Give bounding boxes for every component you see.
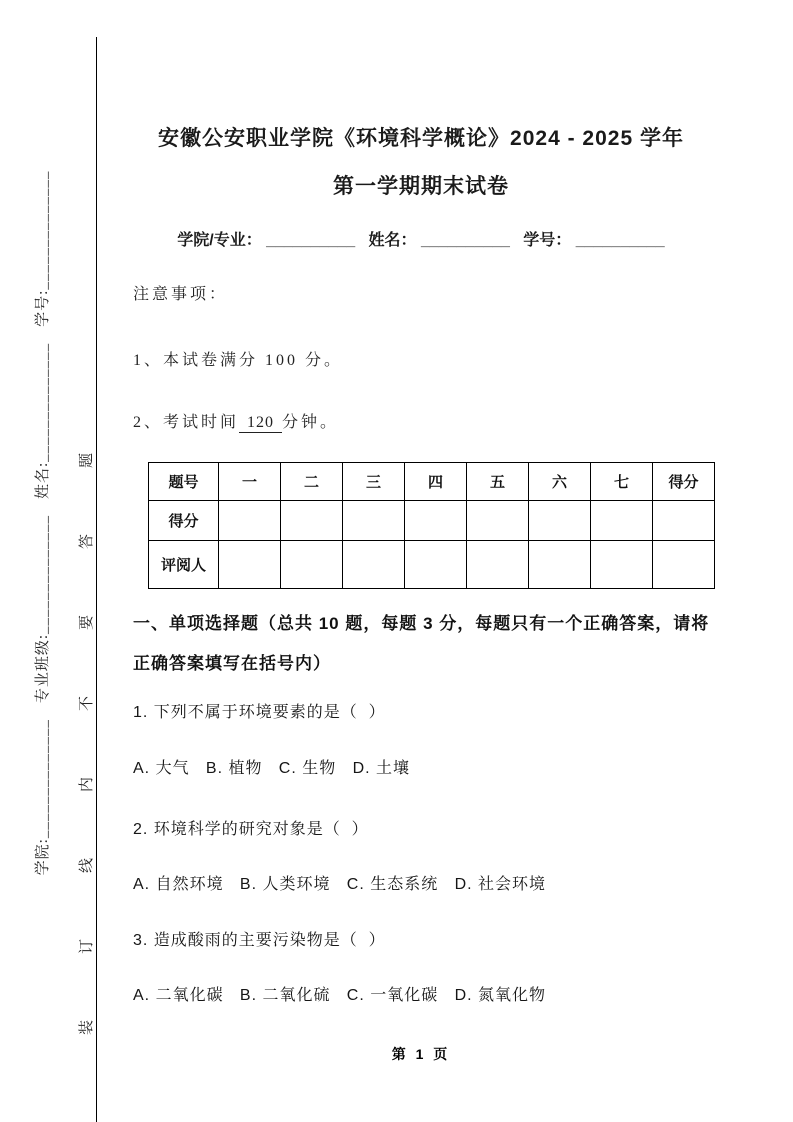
section-one-title: 一、单项选择题（总共 10 题，每题 3 分，每题只有一个正确答案，请将正确答案填写在括号内） (133, 614, 710, 673)
question-text: 3. 造成酸雨的主要污染物是（ ） (133, 932, 386, 949)
score-table-score-row (149, 501, 715, 541)
reviewer-cell (591, 541, 653, 589)
score-row-label: 得分 (149, 501, 219, 541)
page-number: 第 1 页 (391, 1046, 451, 1062)
question-options: A. 自然环境 B. 人类环境 C. 生态系统 D. 社会环境 (133, 876, 547, 893)
notice-item-duration (133, 409, 339, 433)
exam-content (97, 0, 745, 1122)
notice-heading: 注意事项： (133, 286, 229, 303)
score-table-reviewer-row (149, 541, 715, 589)
reviewer-cell (529, 541, 591, 589)
score-table-header-row (149, 463, 715, 501)
question-text: 1. 下列不属于环境要素的是（ ） (133, 704, 386, 721)
question-options: A. 二氧化碳 B. 二氧化硫 C. 一氧化碳 D. 氮氧化物 (133, 987, 547, 1004)
score-cell (405, 501, 467, 541)
score-table-header-cell: 七 (591, 463, 653, 501)
score-table-header-cell: 三 (343, 463, 405, 501)
notice-duration-suffix: 分钟。 (282, 414, 340, 431)
score-cell (343, 501, 405, 541)
exam-duration-value: 120 (239, 414, 282, 433)
reviewer-row-label: 评阅人 (149, 541, 219, 589)
reviewer-cell (467, 541, 529, 589)
exam-title-line2: 第一学期期末试卷 (333, 175, 509, 198)
notice-item-total-score: 1、本试卷满分 100 分。 (133, 352, 344, 369)
reviewer-cell (653, 541, 715, 589)
question-text: 2. 环境科学的研究对象是（ ） (133, 821, 369, 838)
question-options: A. 大气 B. 植物 C. 生物 D. 土壤 (133, 760, 411, 777)
score-table-header-cell: 得分 (653, 463, 715, 501)
score-cell (219, 501, 281, 541)
score-table-header-cell: 五 (467, 463, 529, 501)
score-table-header-cell: 六 (529, 463, 591, 501)
score-table (148, 462, 715, 589)
score-table-header-cell: 题号 (149, 463, 219, 501)
score-table-header-cell: 二 (281, 463, 343, 501)
notice-duration-prefix: 2、考试时间 (133, 414, 240, 431)
reviewer-cell (405, 541, 467, 589)
reviewer-cell (281, 541, 343, 589)
exam-title-line1: 安徽公安职业学院《环境科学概论》2024 - 2025 学年 (158, 127, 684, 150)
score-table-header-cell: 一 (219, 463, 281, 501)
score-cell (281, 501, 343, 541)
score-cell (591, 501, 653, 541)
reviewer-cell (343, 541, 405, 589)
score-cell (653, 501, 715, 541)
score-table-header-cell: 四 (405, 463, 467, 501)
score-cell (467, 501, 529, 541)
score-cell (529, 501, 591, 541)
sidebar-student-fields: 学院:______________ 专业班级:______________ 姓名:______________ 学号:______________ (35, 170, 51, 876)
binding-line-text: 装订线内不要答题 (79, 386, 95, 1035)
reviewer-cell (219, 541, 281, 589)
student-info-fields: 学院/专业： __________ 姓名： __________ 学号： __________ (177, 232, 665, 249)
